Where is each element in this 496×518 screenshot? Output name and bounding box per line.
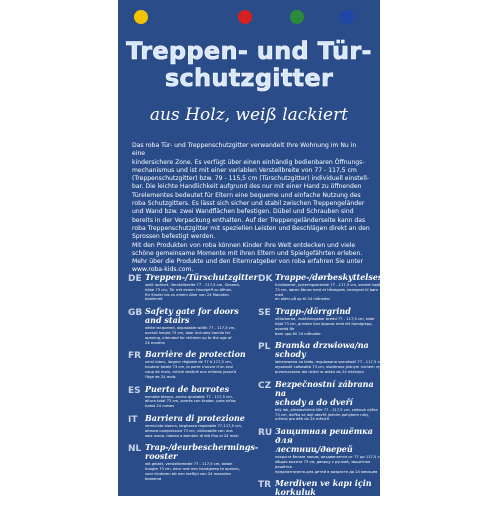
language-product-title: Barrière de protection [145, 349, 246, 360]
language-product-title: Trap-/deurbeschermings- rooster [145, 442, 259, 462]
product-card [118, 0, 408, 512]
language-product-text: beyaz boyalı, ayarlanabilir genişlik 77 - 117,5 cm, toplam yükseklik 73 cm, kolları el hareketi ile açılabilir kapı, 24 aylığa kadar çocuklar için uygundur [275, 498, 382, 512]
language-entry-fr [128, 350, 256, 379]
language-product-title: Защитная решётка для лестниц/дверей [275, 426, 373, 455]
product-description: Das roba Tür- und Treppenschutzgitter verwandelt Ihre Wohnung im Nu in eine kindersichere Zone. Es verfügt über einen einhändig bedienbaren Öffnungs- mechanismus und ist mit einer variablen Verstellbreite von 77 - 117,5 cm (Treppenschutzgitter) bzw. 79 - 115,5 cm (Türschutzgitter) individuell einstell- bar. Die leichte Handlichkeit aufgrund des nur mit einer Hand zu öffnenden Türelementes bedeutet für Eltern eine bequeme und einfache Nutzung des roba Schutzgitters. Es lässt sich sicher und stabil zwischen Treppengeländer und Wand bzw. zwei Wandflächen befestigen. Dübel und Schrauben sind bereits in der Verpackung enthalten. Auf der Treppengeländerseite kann das roba Treppenschutzgitter mit speziellen Leisten und Beschlägen direkt an den Sprossen befestigt werden. Mit den Produkten von roba können Kinder ihre Welt entdecken und viele schöne gemeinsame Momente mit ihren Eltern und Spielgefährten erleben. Mehr über die Produkte und den Elternratgeber von roba erfahren Sie unter www.roba-kids.com. [132, 142, 370, 274]
language-product-title: Trapp-/dörrgrind [275, 306, 351, 317]
language-code: NL [128, 444, 142, 455]
language-code: CZ [258, 380, 272, 391]
language-product-text: vitlackerad, inställningsbar bredd 77 - 117,5 cm, total höjd 73 cm, grinden kan öppnas med ett handgrepp, avsedd för barn upp till 24 månader [275, 317, 375, 336]
language-code: PL [258, 342, 271, 353]
product-title [118, 38, 380, 92]
language-columns [128, 272, 408, 512]
language-product-text: wit gelakt, verstelbreedte 77 - 117,5 cm, totale hoogte 73 cm, deur met een handgreep te openen, voor kinderen tot een leeftijd van 24 maanden bestemd [145, 462, 241, 481]
language-product-text: verniciata bianca, larghezza regolabile 77-117,5 cm, altezza complessiva 73 cm, utilizzabile con una sola mano, idonea a bambini di età fino ai 24 mesi [145, 423, 242, 438]
green-dot-icon [290, 10, 304, 24]
language-entry-es [128, 385, 256, 409]
language-product-title: Bramka drzwiowa/na schody [275, 340, 369, 360]
language-code: RU [258, 428, 273, 439]
blue-dot-icon [340, 10, 354, 24]
language-column-right [258, 272, 408, 518]
language-code: FR [128, 351, 142, 362]
language-column-left [128, 272, 259, 487]
language-entry-pl [258, 341, 386, 374]
language-code: IT [128, 414, 138, 425]
language-product-text: bílý lak, přestavitelná šíře 77 - 117,5 cm, celková výška 73 cm, dvířka se dají otevřít jedním pohybem ruky, určeno pro děti do 24 měsíců [275, 407, 378, 422]
title-line-2: schutzgitter [164, 64, 334, 92]
language-entry-tr [258, 479, 386, 512]
language-code: ES [128, 385, 141, 396]
language-entry-cz [258, 380, 386, 422]
language-entry-se [258, 307, 386, 336]
language-code: GB [128, 308, 143, 319]
language-product-title: Safety gate for doors and stairs [145, 306, 239, 326]
language-product-title: Puerta de barrotes [145, 383, 230, 394]
language-product-title: Treppen-/Türschutzgitter [145, 272, 258, 282]
red-dot-icon [238, 10, 252, 24]
language-entry-gb [128, 307, 256, 345]
language-code: TR [258, 480, 272, 491]
product-subtitle: aus Holz, weiß lackiert [149, 105, 349, 125]
language-product-title: Trappe-/dørbeskyttelsesgitter [275, 272, 408, 282]
yellow-dot-icon [134, 10, 148, 24]
language-entry-it [128, 414, 256, 438]
language-product-title: Merdiven ve kapı için korkuluk [275, 478, 372, 498]
language-product-title: Bezpečnostní zábrana na schody a do dveří [275, 378, 374, 407]
language-product-text: verni blanc, largeur réglable de 77 à 117,5 cm, hauteur totale 73 cm, la porte s'ouvre d'un seul coup de main, article destiné aux enfants jusqu'à l'âge de 24 mois [145, 360, 237, 379]
language-code: DE [128, 274, 142, 284]
language-entry-de [128, 273, 256, 302]
language-product-text: weiß lackiert, Verstellbreite 77 - 117,5 cm, Gesamt- höhe 73 cm, Tür mit einem Handgriff zu öffnen, für Kinder bis zu einem Alter von 24 Monaten bestimmt [145, 283, 241, 302]
language-product-text: hvidlakeret, justeringsbredde 77 - 117,5 cm, samlet højde 73 cm, døren åbnes med et håndgreb, beregnet til børn med en alder på op til 24 måneder [275, 283, 383, 302]
language-entry-ru [258, 427, 386, 474]
language-entry-dk [258, 272, 408, 302]
color-dots [130, 10, 368, 26]
language-product-title: Barriera di protezione [145, 412, 245, 423]
language-product-text: lakierowana na biało, regulowana szerokość 77 - 117,5 cm, wysokość całkowita 73 cm, otwierana jednym ruchem ręki, przeznaczona dla dzieci w wieku do 24 miesięcy [275, 360, 385, 374]
language-product-text: white lacquered, adjustable width 77 - 117,5 cm, overall height 73 cm, door includes handle for opening, intended for children up to the age of 24 months [145, 326, 236, 345]
language-entry-nl [128, 442, 259, 481]
language-product-text: esmalte blanco, ancho ajustable 77 - 117,5 cm, altura total 73 cm, puerta con tirador, para niños hasta 24 meses [145, 394, 236, 409]
language-code: SE [258, 308, 271, 319]
language-product-text: покрыта белым лаком, раздвигается от 77 до 117,5 см, общая высота 73 см, дверцу с ручкой, защитная решётка предназначена для детей в возрасте до 24 месяцев [275, 455, 384, 474]
language-code: DK [258, 274, 273, 284]
title-line-1: Treppen- und Tür- [126, 37, 372, 65]
